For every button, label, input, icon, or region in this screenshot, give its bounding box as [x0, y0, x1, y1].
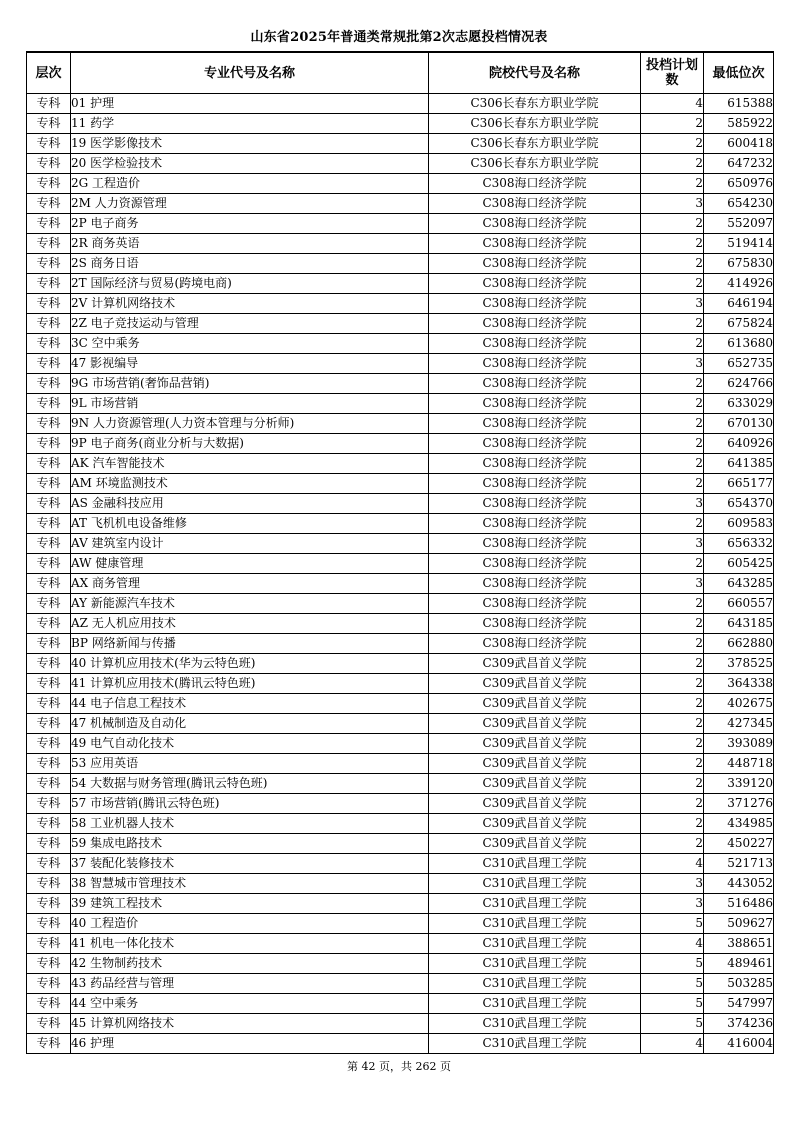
cell-school: C309武昌首义学院	[429, 814, 641, 834]
cell-school: C308海口经济学院	[429, 614, 641, 634]
cell-plan: 2	[641, 714, 704, 734]
cell-plan: 2	[641, 154, 704, 174]
cell-school: C306长春东方职业学院	[429, 94, 641, 114]
cell-plan: 4	[641, 854, 704, 874]
cell-major: 40 计算机应用技术(华为云特色班)	[71, 654, 429, 674]
cell-rank: 521713	[704, 854, 774, 874]
cell-rank: 633029	[704, 394, 774, 414]
cell-plan: 2	[641, 734, 704, 754]
cell-plan: 2	[641, 214, 704, 234]
cell-plan: 2	[641, 634, 704, 654]
cell-rank: 443052	[704, 874, 774, 894]
cell-major: 47 机械制造及自动化	[71, 714, 429, 734]
cell-plan: 2	[641, 254, 704, 274]
cell-rank: 624766	[704, 374, 774, 394]
cell-level: 专科	[27, 574, 71, 594]
table-row	[27, 154, 774, 174]
cell-level: 专科	[27, 314, 71, 334]
cell-rank: 509627	[704, 914, 774, 934]
cell-level: 专科	[27, 994, 71, 1014]
table-row	[27, 814, 774, 834]
cell-school: C309武昌首义学院	[429, 794, 641, 814]
cell-school: C309武昌首义学院	[429, 754, 641, 774]
cell-major: 9L 市场营销	[71, 394, 429, 414]
table-row	[27, 574, 774, 594]
table-row	[27, 774, 774, 794]
cell-plan: 3	[641, 294, 704, 314]
cell-major: 9N 人力资源管理(人力资本管理与分析师)	[71, 414, 429, 434]
cell-level: 专科	[27, 794, 71, 814]
cell-rank: 371276	[704, 794, 774, 814]
cell-rank: 503285	[704, 974, 774, 994]
cell-school: C308海口经济学院	[429, 414, 641, 434]
cell-school: C308海口经济学院	[429, 214, 641, 234]
cell-major: 2S 商务日语	[71, 254, 429, 274]
table-row	[27, 454, 774, 474]
cell-level: 专科	[27, 894, 71, 914]
cell-plan: 5	[641, 954, 704, 974]
cell-plan: 2	[641, 654, 704, 674]
cell-major: 2Z 电子竞技运动与管理	[71, 314, 429, 334]
table-row	[27, 694, 774, 714]
cell-major: 53 应用英语	[71, 754, 429, 774]
cell-level: 专科	[27, 494, 71, 514]
cell-major: 2P 电子商务	[71, 214, 429, 234]
cell-rank: 675824	[704, 314, 774, 334]
cell-level: 专科	[27, 854, 71, 874]
cell-level: 专科	[27, 734, 71, 754]
cell-school: C310武昌理工学院	[429, 894, 641, 914]
cell-school: C309武昌首义学院	[429, 694, 641, 714]
cell-level: 专科	[27, 554, 71, 574]
cell-major: AX 商务管理	[71, 574, 429, 594]
cell-level: 专科	[27, 634, 71, 654]
table-row	[27, 554, 774, 574]
cell-level: 专科	[27, 934, 71, 954]
cell-school: C308海口经济学院	[429, 554, 641, 574]
cell-major: 20 医学检验技术	[71, 154, 429, 174]
cell-rank: 660557	[704, 594, 774, 614]
cell-school: C308海口经济学院	[429, 294, 641, 314]
cell-level: 专科	[27, 214, 71, 234]
table-row	[27, 934, 774, 954]
cell-level: 专科	[27, 114, 71, 134]
cell-level: 专科	[27, 914, 71, 934]
table-row	[27, 674, 774, 694]
cell-rank: 519414	[704, 234, 774, 254]
cell-major: 39 建筑工程技术	[71, 894, 429, 914]
table-row	[27, 534, 774, 554]
cell-rank: 652735	[704, 354, 774, 374]
cell-level: 专科	[27, 974, 71, 994]
cell-school: C310武昌理工学院	[429, 974, 641, 994]
cell-rank: 656332	[704, 534, 774, 554]
cell-rank: 641385	[704, 454, 774, 474]
cell-plan: 2	[641, 114, 704, 134]
cell-level: 专科	[27, 274, 71, 294]
table-row	[27, 134, 774, 154]
cell-level: 专科	[27, 1014, 71, 1034]
cell-school: C310武昌理工学院	[429, 874, 641, 894]
cell-plan: 2	[641, 134, 704, 154]
cell-level: 专科	[27, 774, 71, 794]
cell-plan: 2	[641, 274, 704, 294]
cell-school: C309武昌首义学院	[429, 714, 641, 734]
table-row	[27, 794, 774, 814]
cell-rank: 662880	[704, 634, 774, 654]
table-row	[27, 194, 774, 214]
cell-level: 专科	[27, 394, 71, 414]
cell-major: AK 汽车智能技术	[71, 454, 429, 474]
cell-school: C310武昌理工学院	[429, 994, 641, 1014]
cell-plan: 5	[641, 974, 704, 994]
cell-plan: 2	[641, 414, 704, 434]
cell-school: C306长春东方职业学院	[429, 154, 641, 174]
cell-plan: 2	[641, 234, 704, 254]
cell-rank: 414926	[704, 274, 774, 294]
cell-plan: 4	[641, 934, 704, 954]
cell-major: 47 影视编导	[71, 354, 429, 374]
cell-plan: 2	[641, 374, 704, 394]
cell-rank: 434985	[704, 814, 774, 834]
cell-school: C310武昌理工学院	[429, 854, 641, 874]
cell-rank: 552097	[704, 214, 774, 234]
cell-level: 专科	[27, 514, 71, 534]
cell-major: 44 空中乘务	[71, 994, 429, 1014]
cell-school: C308海口经济学院	[429, 274, 641, 294]
cell-major: 57 市场营销(腾讯云特色班)	[71, 794, 429, 814]
cell-school: C306长春东方职业学院	[429, 114, 641, 134]
cell-major: 38 智慧城市管理技术	[71, 874, 429, 894]
cell-major: 49 电气自动化技术	[71, 734, 429, 754]
table-row	[27, 914, 774, 934]
table-row	[27, 374, 774, 394]
cell-level: 专科	[27, 954, 71, 974]
cell-major: AT 飞机机电设备维修	[71, 514, 429, 534]
table-header	[27, 52, 774, 94]
table-row	[27, 834, 774, 854]
cell-school: C308海口经济学院	[429, 514, 641, 534]
cell-plan: 3	[641, 194, 704, 214]
cell-school: C308海口经济学院	[429, 314, 641, 334]
cell-major: 44 电子信息工程技术	[71, 694, 429, 714]
cell-rank: 402675	[704, 694, 774, 714]
cell-major: 54 大数据与财务管理(腾讯云特色班)	[71, 774, 429, 794]
cell-level: 专科	[27, 474, 71, 494]
cell-plan: 2	[641, 754, 704, 774]
cell-rank: 654230	[704, 194, 774, 214]
cell-plan: 3	[641, 894, 704, 914]
cell-school: C308海口经济学院	[429, 234, 641, 254]
cell-level: 专科	[27, 594, 71, 614]
cell-plan: 2	[641, 694, 704, 714]
cell-plan: 2	[641, 474, 704, 494]
cell-level: 专科	[27, 434, 71, 454]
cell-level: 专科	[27, 614, 71, 634]
cell-school: C308海口经济学院	[429, 254, 641, 274]
table-row	[27, 94, 774, 114]
cell-plan: 2	[641, 614, 704, 634]
cell-rank: 643185	[704, 614, 774, 634]
cell-rank: 339120	[704, 774, 774, 794]
table-row	[27, 614, 774, 634]
cell-level: 专科	[27, 154, 71, 174]
table-row	[27, 754, 774, 774]
table-row	[27, 234, 774, 254]
cell-level: 专科	[27, 194, 71, 214]
cell-level: 专科	[27, 814, 71, 834]
cell-plan: 5	[641, 914, 704, 934]
cell-plan: 2	[641, 554, 704, 574]
cell-major: 2T 国际经济与贸易(跨境电商)	[71, 274, 429, 294]
cell-school: C310武昌理工学院	[429, 914, 641, 934]
cell-plan: 2	[641, 674, 704, 694]
cell-major: 19 医学影像技术	[71, 134, 429, 154]
cell-major: 42 生物制药技术	[71, 954, 429, 974]
cell-major: 37 装配化装修技术	[71, 854, 429, 874]
cell-school: C310武昌理工学院	[429, 934, 641, 954]
cell-plan: 2	[641, 794, 704, 814]
table-row	[27, 734, 774, 754]
table-row	[27, 214, 774, 234]
cell-school: C308海口经济学院	[429, 374, 641, 394]
cell-major: 2G 工程造价	[71, 174, 429, 194]
header-major: 专业代号及名称	[71, 52, 429, 94]
table-row	[27, 874, 774, 894]
table-row	[27, 894, 774, 914]
cell-major: 3C 空中乘务	[71, 334, 429, 354]
cell-school: C309武昌首义学院	[429, 734, 641, 754]
cell-school: C309武昌首义学院	[429, 674, 641, 694]
table-row	[27, 354, 774, 374]
table-row	[27, 474, 774, 494]
cell-level: 专科	[27, 694, 71, 714]
cell-level: 专科	[27, 534, 71, 554]
cell-level: 专科	[27, 134, 71, 154]
cell-rank: 448718	[704, 754, 774, 774]
cell-level: 专科	[27, 834, 71, 854]
cell-level: 专科	[27, 94, 71, 114]
cell-rank: 489461	[704, 954, 774, 974]
table-row	[27, 274, 774, 294]
admission-table	[26, 51, 774, 1054]
cell-school: C308海口经济学院	[429, 534, 641, 554]
cell-rank: 393089	[704, 734, 774, 754]
cell-rank: 665177	[704, 474, 774, 494]
table-row	[27, 634, 774, 654]
cell-level: 专科	[27, 654, 71, 674]
cell-major: 40 工程造价	[71, 914, 429, 934]
cell-rank: 585922	[704, 114, 774, 134]
cell-major: AV 建筑室内设计	[71, 534, 429, 554]
table-row	[27, 114, 774, 134]
cell-major: AY 新能源汽车技术	[71, 594, 429, 614]
cell-rank: 388651	[704, 934, 774, 954]
cell-major: BP 网络新闻与传播	[71, 634, 429, 654]
cell-major: 59 集成电路技术	[71, 834, 429, 854]
cell-school: C308海口经济学院	[429, 354, 641, 374]
cell-plan: 3	[641, 574, 704, 594]
cell-major: 43 药品经营与管理	[71, 974, 429, 994]
cell-major: 01 护理	[71, 94, 429, 114]
cell-plan: 3	[641, 354, 704, 374]
table-row	[27, 394, 774, 414]
cell-plan: 2	[641, 394, 704, 414]
header-school: 院校代号及名称	[429, 52, 641, 94]
cell-rank: 378525	[704, 654, 774, 674]
cell-rank: 609583	[704, 514, 774, 534]
cell-school: C308海口经济学院	[429, 334, 641, 354]
cell-rank: 600418	[704, 134, 774, 154]
cell-major: AM 环境监测技术	[71, 474, 429, 494]
cell-rank: 416004	[704, 1034, 774, 1054]
cell-plan: 2	[641, 814, 704, 834]
cell-level: 专科	[27, 714, 71, 734]
cell-plan: 4	[641, 1034, 704, 1054]
cell-plan: 4	[641, 94, 704, 114]
cell-level: 专科	[27, 754, 71, 774]
cell-rank: 650976	[704, 174, 774, 194]
table-row	[27, 414, 774, 434]
cell-rank: 675830	[704, 254, 774, 274]
table-row	[27, 314, 774, 334]
cell-school: C308海口经济学院	[429, 174, 641, 194]
cell-plan: 2	[641, 334, 704, 354]
cell-school: C310武昌理工学院	[429, 1014, 641, 1034]
table-row	[27, 854, 774, 874]
table-row	[27, 974, 774, 994]
cell-plan: 5	[641, 1014, 704, 1034]
cell-rank: 615388	[704, 94, 774, 114]
table-row	[27, 714, 774, 734]
cell-major: AW 健康管理	[71, 554, 429, 574]
cell-rank: 516486	[704, 894, 774, 914]
cell-plan: 2	[641, 434, 704, 454]
cell-school: C308海口经济学院	[429, 494, 641, 514]
cell-major: 46 护理	[71, 1034, 429, 1054]
cell-school: C310武昌理工学院	[429, 954, 641, 974]
cell-plan: 2	[641, 834, 704, 854]
table-row	[27, 1014, 774, 1034]
cell-level: 专科	[27, 254, 71, 274]
cell-plan: 2	[641, 514, 704, 534]
table-row	[27, 434, 774, 454]
cell-level: 专科	[27, 454, 71, 474]
cell-level: 专科	[27, 294, 71, 314]
cell-school: C308海口经济学院	[429, 454, 641, 474]
cell-rank: 670130	[704, 414, 774, 434]
cell-major: 2V 计算机网络技术	[71, 294, 429, 314]
cell-school: C309武昌首义学院	[429, 834, 641, 854]
cell-level: 专科	[27, 1034, 71, 1054]
cell-school: C308海口经济学院	[429, 574, 641, 594]
cell-rank: 647232	[704, 154, 774, 174]
cell-major: 58 工业机器人技术	[71, 814, 429, 834]
table-row	[27, 954, 774, 974]
cell-school: C308海口经济学院	[429, 634, 641, 654]
table-row	[27, 294, 774, 314]
cell-rank: 364338	[704, 674, 774, 694]
cell-major: 41 机电一体化技术	[71, 934, 429, 954]
table-row	[27, 594, 774, 614]
cell-school: C306长春东方职业学院	[429, 134, 641, 154]
cell-school: C308海口经济学院	[429, 194, 641, 214]
table-row	[27, 514, 774, 534]
cell-major: 9P 电子商务(商业分析与大数据)	[71, 434, 429, 454]
cell-plan: 2	[641, 314, 704, 334]
cell-level: 专科	[27, 874, 71, 894]
cell-level: 专科	[27, 234, 71, 254]
cell-level: 专科	[27, 334, 71, 354]
header-level: 层次	[27, 52, 71, 94]
table-body	[27, 94, 774, 1054]
cell-major: 2R 商务英语	[71, 234, 429, 254]
cell-major: 11 药学	[71, 114, 429, 134]
cell-school: C309武昌首义学院	[429, 774, 641, 794]
page-footer: 第 42 页，共 262 页	[347, 1060, 451, 1073]
cell-school: C308海口经济学院	[429, 474, 641, 494]
header-rank: 最低位次	[704, 52, 774, 94]
cell-level: 专科	[27, 414, 71, 434]
cell-plan: 2	[641, 774, 704, 794]
cell-level: 专科	[27, 374, 71, 394]
cell-plan: 2	[641, 454, 704, 474]
cell-rank: 643285	[704, 574, 774, 594]
cell-major: AZ 无人机应用技术	[71, 614, 429, 634]
cell-school: C309武昌首义学院	[429, 654, 641, 674]
page-title: 山东省2025年普通类常规批第2次志愿投档情况表	[250, 30, 548, 45]
cell-rank: 547997	[704, 994, 774, 1014]
cell-rank: 374236	[704, 1014, 774, 1034]
cell-rank: 613680	[704, 334, 774, 354]
table-row	[27, 174, 774, 194]
cell-rank: 605425	[704, 554, 774, 574]
cell-plan: 3	[641, 874, 704, 894]
cell-plan: 2	[641, 594, 704, 614]
table-row	[27, 494, 774, 514]
table-row	[27, 994, 774, 1014]
header-row	[27, 52, 774, 94]
cell-rank: 640926	[704, 434, 774, 454]
cell-rank: 427345	[704, 714, 774, 734]
cell-major: 2M 人力资源管理	[71, 194, 429, 214]
cell-level: 专科	[27, 674, 71, 694]
cell-rank: 450227	[704, 834, 774, 854]
cell-major: 41 计算机应用技术(腾讯云特色班)	[71, 674, 429, 694]
table-row	[27, 334, 774, 354]
cell-plan: 2	[641, 174, 704, 194]
cell-major: AS 金融科技应用	[71, 494, 429, 514]
table-row	[27, 254, 774, 274]
cell-plan: 3	[641, 534, 704, 554]
cell-level: 专科	[27, 354, 71, 374]
cell-school: C308海口经济学院	[429, 594, 641, 614]
cell-level: 专科	[27, 174, 71, 194]
cell-plan: 5	[641, 994, 704, 1014]
cell-rank: 646194	[704, 294, 774, 314]
table-row	[27, 654, 774, 674]
cell-school: C308海口经济学院	[429, 434, 641, 454]
cell-major: 9G 市场营销(奢饰品营销)	[71, 374, 429, 394]
cell-rank: 654370	[704, 494, 774, 514]
cell-plan: 3	[641, 494, 704, 514]
header-plan: 投档计划数	[641, 52, 704, 94]
cell-school: C308海口经济学院	[429, 394, 641, 414]
table-row	[27, 1034, 774, 1054]
cell-school: C310武昌理工学院	[429, 1034, 641, 1054]
cell-major: 45 计算机网络技术	[71, 1014, 429, 1034]
